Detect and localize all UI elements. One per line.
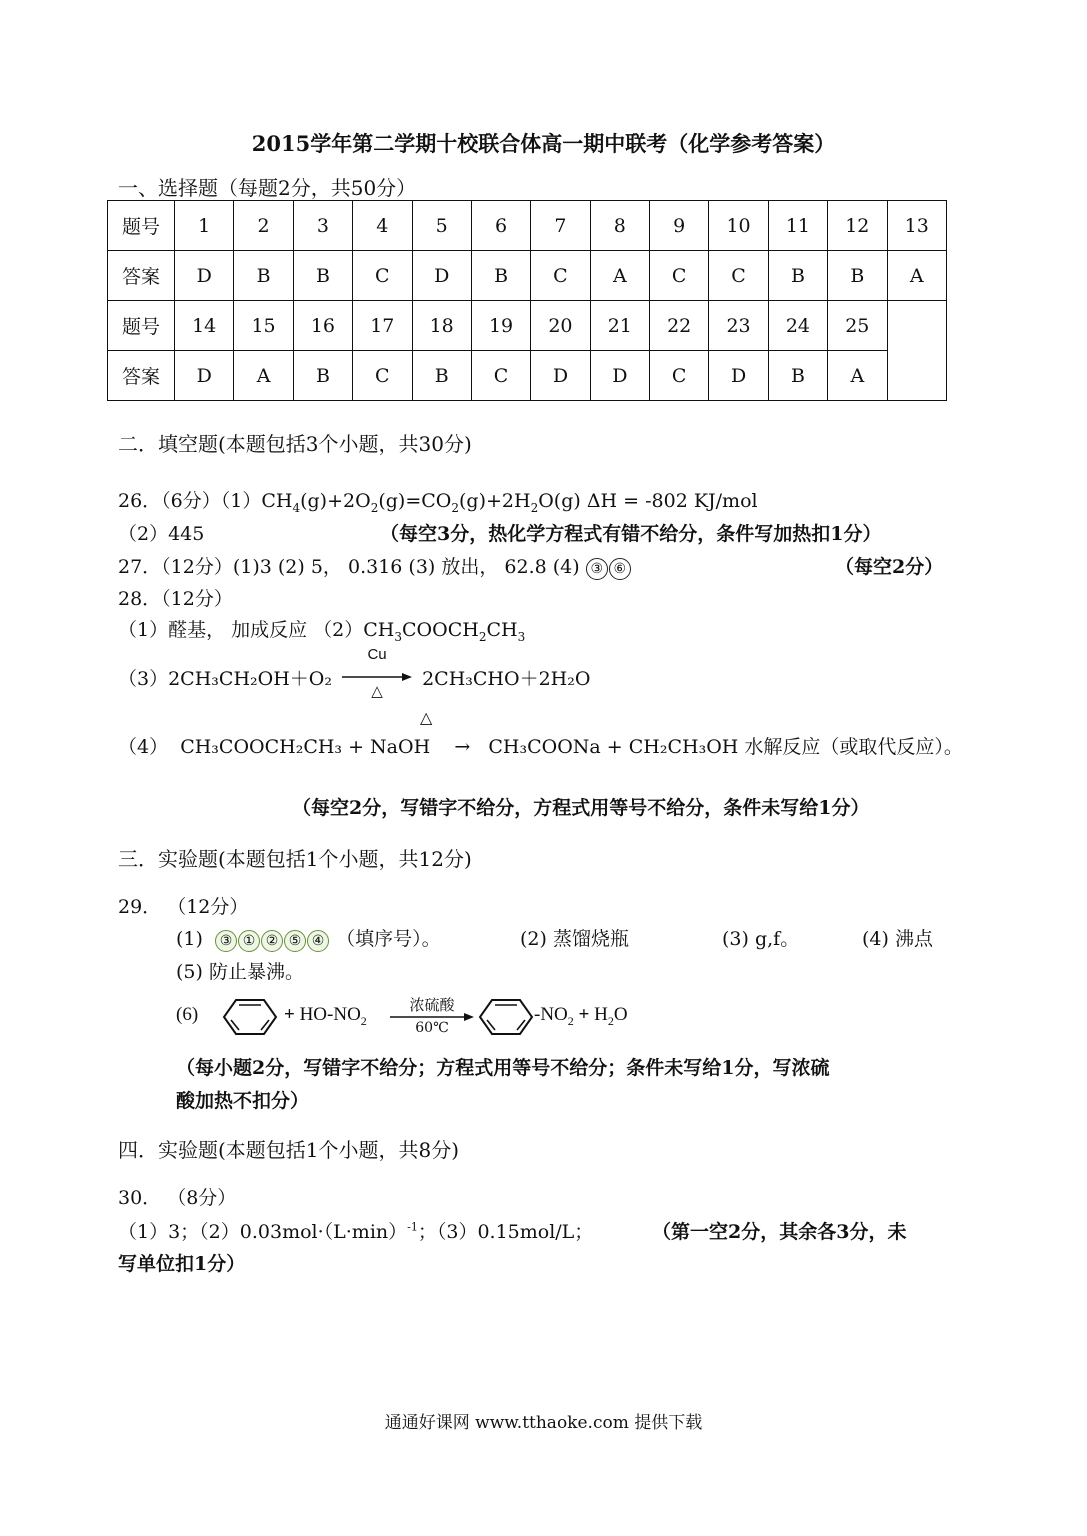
q29-part3: (3) g,f。 [722,928,800,950]
nitrobenzene-ring-icon [478,996,534,1038]
footer-text: 通通好课网 www.tthaoke.com 提供下载 [384,1413,703,1433]
section-1-heading: 一、选择题（每题2分，共50分） [118,176,417,200]
q28-part3: （3）2CH₃CH₂OH＋O₂ Cu △ 2CH₃CHO＋2H₂O [118,646,591,700]
q27-note: （每空2分） [835,556,944,578]
row-label: 答案 [108,351,175,401]
table-row: 答案 D B B C D B C A C C B B A [108,251,947,301]
q28-part4-cond: △ [420,708,433,727]
section-3-heading: 三．实验题(本题包括1个小题，共12分) [118,847,472,871]
q29-note-line2: 酸加热不扣分） [176,1090,310,1112]
q30-head: 30． （8分） [118,1187,237,1209]
q30-note-line2: 写单位扣1分） [118,1253,246,1275]
section-4-heading: 四．实验题(本题包括1个小题，共8分) [118,1138,460,1162]
q26-part2: （2）445 [118,523,205,545]
q29-reagent: + $HO-NO_2$ [284,1004,367,1028]
section-2-heading: 二．填空题(本题包括3个小题，共30分) [118,432,472,456]
q27-line: 27．（12分）(1)3 (2) 5， 0.316 (3) 放出， 62.8 (4) ③ ⑥ [118,552,632,580]
table-blank-cell [887,301,947,401]
reaction-arrow: Cu △ [342,660,412,700]
q29-part2: (2) 蒸馏烧瓶 [520,928,629,950]
benzene-ring-icon [222,996,278,1038]
q28-part4: （4） CH₃COOCH₂CH₃ + NaOH → CH₃COONa + CH₂CH₃OH 水解反应（或取代反应）。 [118,736,963,758]
q29-part4: (4) 沸点 [862,928,933,950]
q29-product: $-NO_2 + H_2O$ [534,1004,628,1028]
table-row: 题号 1 2 3 4 5 6 7 8 9 10 11 12 13 [108,201,947,251]
table-row: 题号 14 15 16 17 18 19 20 21 22 23 24 25 [108,301,947,351]
q30-note-line1: （第一空2分，其余各3分，未 [652,1221,907,1243]
q29-reaction-arrow: 浓硫酸 60℃ [390,994,474,1034]
q30-line1: （1）3；$(2)0.03mol\cdot(L\cdot\min)^{-1}$；（3）0.15mol/L； [118,1220,594,1243]
q29-part5: (5) 防止暴沸。 [176,961,304,983]
page-title: 2015学年第二学期十校联合体高一期中联考（化学参考答案） [251,131,836,156]
row-label: 题号 [108,301,175,351]
q28-head: 28．（12分） [118,588,233,610]
q29-part1: (1) ③ ① ② ⑤ ④ （填序号）。 [176,928,441,950]
q28-part1: （1）醛基， 加成反应 $(2)CH_3COOCH_2CH_3$ [118,619,526,644]
row-label: 题号 [108,201,175,251]
q26-line1: 26．（6分）$(1)CH_4(g)+2O_2(g)=CO_2(g)+2H_2O(g) \Delta H = -802$ KJ/mol [118,490,758,515]
table-row: 答案 D A B C B C D D C D B A [108,351,947,401]
q29-part6: (6) [176,1004,199,1025]
q26-note: （每空3分，热化学方程式有错不给分，条件写加热扣1分） [380,523,882,545]
q28-note: （每空2分，写错字不给分，方程式用等号不给分，条件未写给1分） [292,797,870,819]
q29-head: 29． （12分） [118,896,249,918]
answer-table [107,200,947,401]
q29-note-line1: （每小题2分，写错字不给分；方程式用等号不给分；条件未写给1分，写浓硫 [176,1057,830,1079]
row-label: 答案 [108,251,175,301]
arrow-icon [342,672,412,682]
